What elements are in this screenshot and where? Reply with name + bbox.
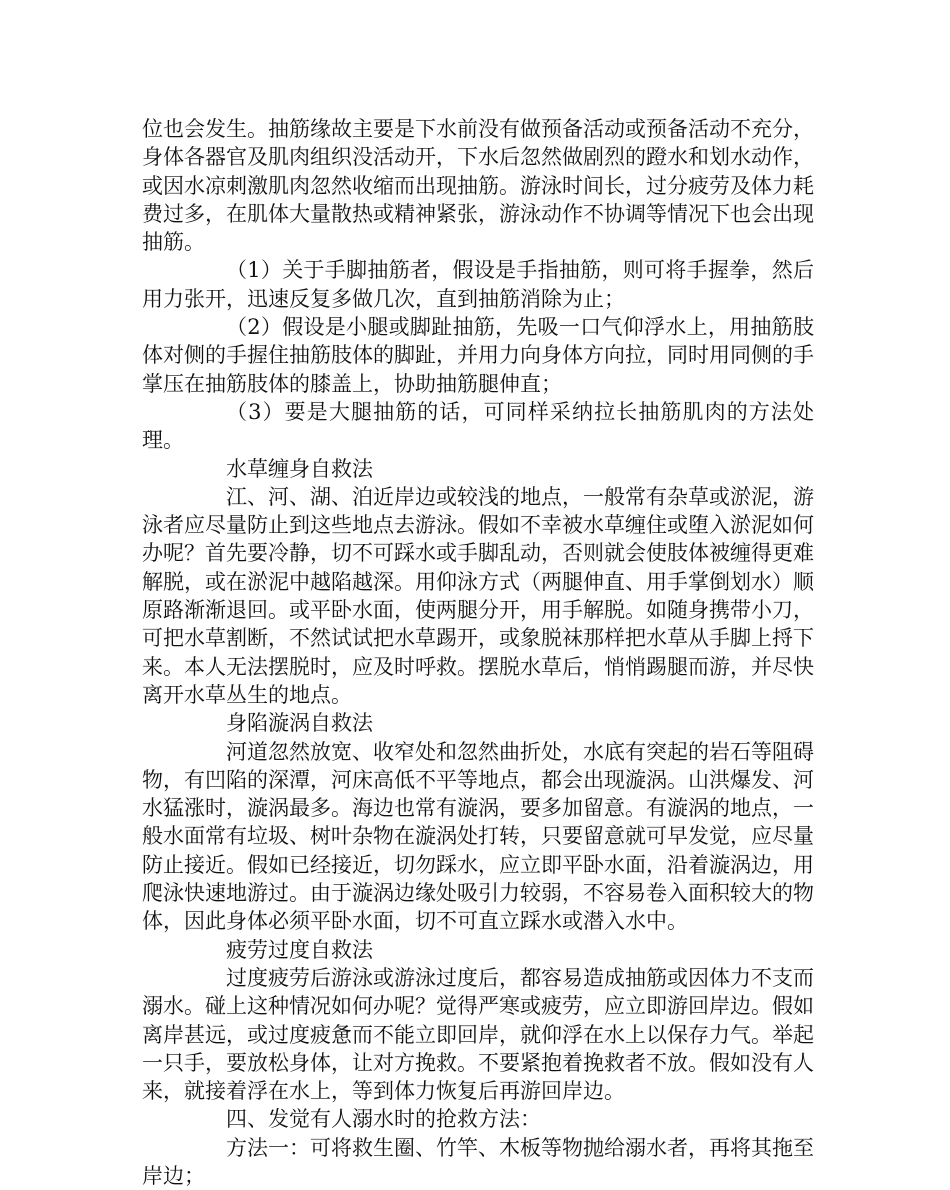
heading-rescue-methods: 四、发觉有人溺水时的抢救方法： (226, 1107, 541, 1132)
heading-weed-entanglement: 水草缠身自救法 (226, 456, 373, 481)
paragraph-weed-entanglement: 江、河、湖、泊近岸边或较浅的地点，一般常有杂草或淤泥，游泳者应尽量防止到这些地点去游泳。假如不幸被水草缠住或堕入淤泥如何办呢？首先要冷静，切不可踩水或手脚乱动，否则就会使肢体被缠得更难解脱，或在淤泥中越陷越深。用仰泳方式（两腿伸直、用手掌倒划水）顺原路渐渐退回。或平卧水面，使两腿分开，用手解脱。如随身携带小刀，可把水草割断，不然试试把水草踢开，或象脱袜那样把水草从手脚上捋下来。本人无法摆脱时，应及时呼救。摆脱水草后，悄悄踢腿而游，并尽快离开水草丛生的地点。 (142, 484, 814, 707)
heading-whirlpool: 身陷漩涡自救法 (226, 711, 373, 736)
paragraph-thigh-cramp: （3）要是大腿抽筋的话，可同样采纳拉长抽筋肌肉的方法处理。 (142, 399, 814, 453)
paragraph-whirlpool: 河道忽然放宽、收窄处和忽然曲折处，水底有突起的岩石等阻碍物，有凹陷的深潭，河床高低不平等地点，都会出现漩涡。山洪爆发、河水猛涨时，漩涡最多。海边也常有漩涡，要多加留意。有漩涡的地点，一般水面常有垃圾、树叶杂物在漩涡处打转，只要留意就可早发觉，应尽量防止接近。假如已经接近，切勿踩水，应立即平卧水面，沿着漩涡边，用爬泳快速地游过。由于漩涡边缘处吸引力较弱，不容易卷入面积较大的物体，因此身体必须平卧水面，切不可直立踩水或潜入水中。 (142, 739, 814, 934)
paragraph-hand-cramp: （1）关于手脚抽筋者，假设是手指抽筋，则可将手握拳，然后用力张开，迅速反复多做几次，直到抽筋消除为止； (142, 258, 814, 311)
paragraph-leg-cramp: （2）假设是小腿或脚趾抽筋，先吸一口气仰浮水上，用抽筋肢体对侧的手握住抽筋肢体的脚趾，并用力向身体方向拉，同时用同侧的手掌压在抽筋肢体的膝盖上，协助抽筋腿伸直； (142, 315, 814, 396)
paragraph-fatigue: 过度疲劳后游泳或游泳过度后，都容易造成抽筋或因体力不支而溺水。碰上这种情况如何办呢？觉得严寒或疲劳，应立即游回岸边。假如离岸甚远，或过度疲惫而不能立即回岸，就仰浮在水上以保存力气。举起一只手，要放松身体，让对方挽救。不要紧抱着挽救者不放。假如没有人来，就接着浮在水上，等到体力恢复后再游回岸边。 (142, 965, 814, 1104)
heading-fatigue: 疲劳过度自救法 (226, 937, 373, 962)
document-body (142, 115, 814, 1190)
paragraph-cramp-causes: 位也会发生。抽筋缘故主要是下水前没有做预备活动或预备活动不充分，身体各器官及肌肉组织没活动开，下水后忽然做剧烈的蹬水和划水动作，或因水凉刺激肌肉忽然收缩而出现抽筋。游泳时间长，过分疲劳及体力耗费过多，在肌体大量散热或精神紧张，游泳动作不协调等情况下也会出现抽筋。 (142, 117, 814, 255)
paragraph-rescue-method-one: 方法一：可将救生圈、竹竿、木板等物抛给溺水者，再将其拖至岸边； (142, 1135, 814, 1188)
